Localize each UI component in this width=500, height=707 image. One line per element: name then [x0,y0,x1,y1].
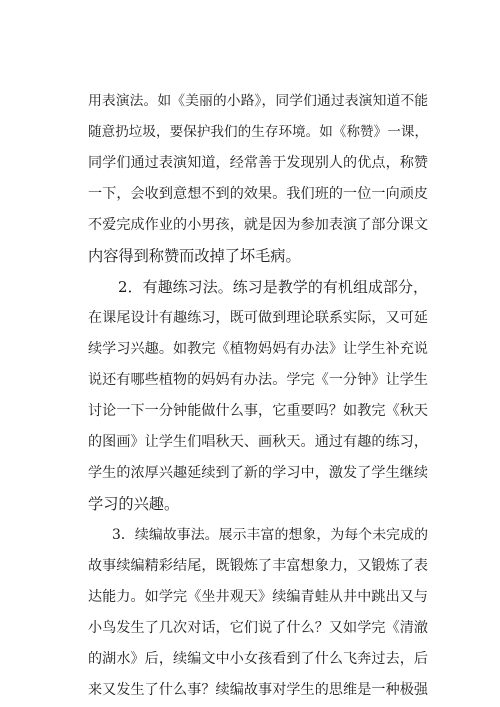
text-line: 2．有趣练习法。练习是教学的有机组成部分， [118,278,428,296]
text-line: 随意扔垃圾，要保护我们的生存环境。如《称赞》一课， [88,124,428,140]
text-line: 学习的兴趣。 [88,495,180,513]
text-line: 讨论一下一分钟能做什么事，它重要吗？如教完《秋天 [88,403,428,419]
text-line: 内容得到称赞而改掉了坏毛病。 [88,247,301,265]
text-line: 续学习兴趣。如教完《植物妈妈有办法》让学生补充说 [88,341,428,357]
text-line: 不爱完成作业的小男孩，就是因为参加表演了部分课文 [88,217,428,233]
text-line: 来又发生了什么事？续编故事对学生的思维是一种极强 [88,682,428,698]
text-line: 用表演法。如《美丽的小路》，同学们通过表演知道不能 [88,93,428,109]
text-line: 同学们通过表演知道，经常善于发现别人的优点，称赞 [88,155,428,171]
text-line: 学生的浓厚兴趣延续到了新的学习中，激发了学生继续 [88,465,428,481]
text-line: 3．续编故事法。展示丰富的想象，为每个未完成的 [112,527,428,543]
text-line: 达能力。如学完《坐井观天》续编青蛙从井中跳出又与 [88,589,428,605]
text-line: 的湖水》后，续编文中小女孩看到了什么飞奔过去，后 [88,651,428,667]
text-line: 在课尾设计有趣练习，既可做到理论联系实际，又可延 [88,310,428,326]
text-line: 一下，会收到意想不到的效果。我们班的一位一向顽皮 [88,186,428,202]
text-line: 说还有哪些植物的妈妈有办法。学完《一分钟》让学生 [88,372,428,388]
text-line: 故事续编精彩结尾，既锻炼了丰富想象力，又锻炼了表 [88,558,428,574]
text-line: 小鸟发生了几次对话，它们说了什么？又如学完《清澈 [88,620,428,636]
text-line: 的图画》让学生们唱秋天、画秋天。通过有趣的练习， [88,434,428,450]
